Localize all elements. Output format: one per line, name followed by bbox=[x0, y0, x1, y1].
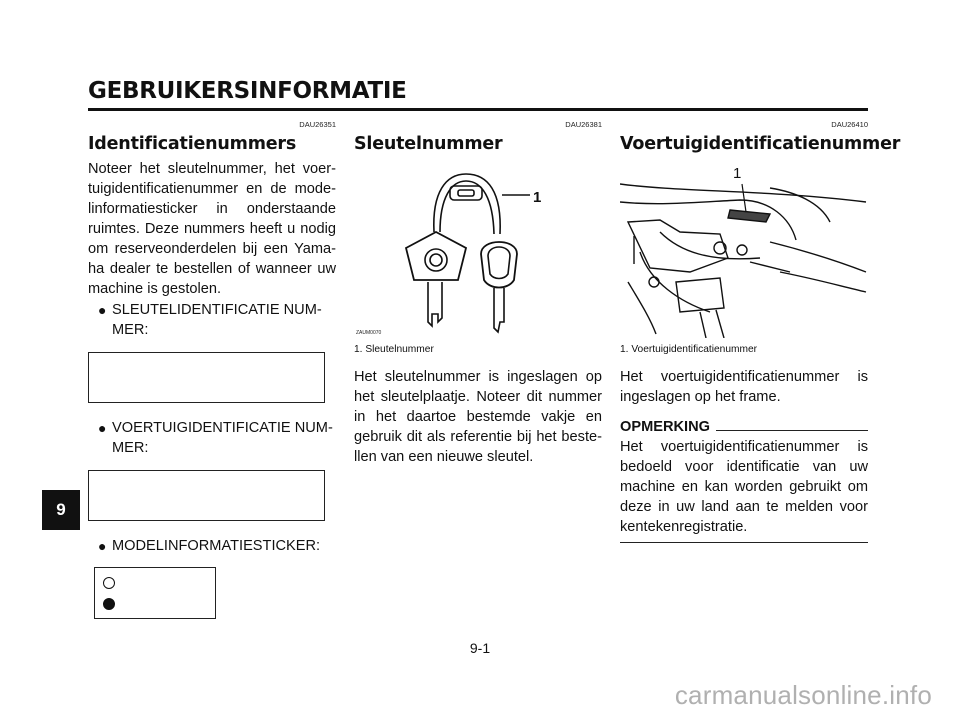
section-title: Voertuigidentificatienummer bbox=[620, 134, 901, 154]
callout-number: 1 bbox=[533, 189, 542, 206]
column-identification-numbers bbox=[88, 120, 336, 619]
list-item-key-id bbox=[98, 300, 336, 340]
list-item-vehicle-id bbox=[98, 418, 336, 458]
section-code: DAU26381 bbox=[565, 120, 602, 129]
key-number-field bbox=[88, 352, 325, 403]
column-key-number bbox=[354, 120, 602, 467]
vehicle-id-field bbox=[88, 470, 325, 521]
column-vehicle-id-number bbox=[620, 120, 901, 543]
chapter-tab: 9 bbox=[42, 490, 80, 530]
figure-caption: 1. Sleutelnummer bbox=[354, 344, 434, 355]
section-title: Sleutelnummer bbox=[354, 134, 503, 154]
bullet-icon: ● bbox=[98, 420, 107, 436]
frame-illustration bbox=[620, 162, 868, 338]
note-body: Het voertuigidentificatienummer is bedoeld voor identificatie van uw machine en kan worden gebruikt om deze in uw land aan te melden voor kentekenregistratie. bbox=[620, 439, 868, 535]
header-rule bbox=[88, 108, 868, 111]
note-end-rule bbox=[620, 542, 868, 543]
note-heading: OPMERKING bbox=[620, 419, 710, 435]
note-heading-row bbox=[620, 419, 868, 435]
section-body: Het voertuigidentificatienummer is ingeslagen op het frame. bbox=[620, 369, 868, 405]
section-title: Identificatienummers bbox=[88, 134, 297, 154]
model-label-field bbox=[94, 567, 216, 619]
section-code: DAU26351 bbox=[299, 120, 336, 129]
section-code: DAU26410 bbox=[831, 120, 868, 129]
list-item-label: MODELINFORMATIESTICKER: bbox=[112, 538, 321, 554]
circle-filled-icon bbox=[103, 598, 115, 610]
page-number: 9-1 bbox=[469, 640, 491, 656]
bullet-icon: ● bbox=[98, 302, 107, 318]
list-item-label: VOERTUIGIDENTIFICATIE NUM-MER: bbox=[112, 420, 333, 456]
figure-caption: 1. Voertuigidentificatienummer bbox=[620, 344, 758, 355]
section-body: Het sleutelnummer is ingeslagen op het sleutelplaatje. Noteer dit nummer in het daartoe bestemde vakje en gebruik dit als referentie bij het beste-llen van een nieuwe sleutel. bbox=[354, 369, 602, 465]
list-item-model-label bbox=[98, 536, 336, 556]
page-header-title: GEBRUIKERSINFORMATIE bbox=[88, 78, 407, 104]
callout-number: 1 bbox=[733, 165, 742, 182]
watermark-text: carmanualsonline.info bbox=[674, 680, 932, 710]
frame-drawing-icon bbox=[620, 162, 868, 338]
bullet-icon: ● bbox=[98, 538, 107, 554]
circle-outline-icon bbox=[103, 577, 115, 589]
figure-code: ZAUM0070 bbox=[356, 330, 382, 336]
note-rule bbox=[716, 430, 868, 431]
keys-drawing-icon bbox=[354, 162, 602, 338]
key-illustration bbox=[354, 162, 602, 338]
section-body: Noteer het sleutelnummer, het voer-tuigidentificatienummer en de mode-linformatiesticker in onderstaande ruimtes. Deze nummers heeft u nodig om reserveonderdelen bij een Yama-ha dealer te bestellen of wanneer uw machine is gestolen. bbox=[88, 161, 336, 297]
list-item-label: SLEUTELIDENTIFICATIE NUM-MER: bbox=[112, 302, 322, 338]
